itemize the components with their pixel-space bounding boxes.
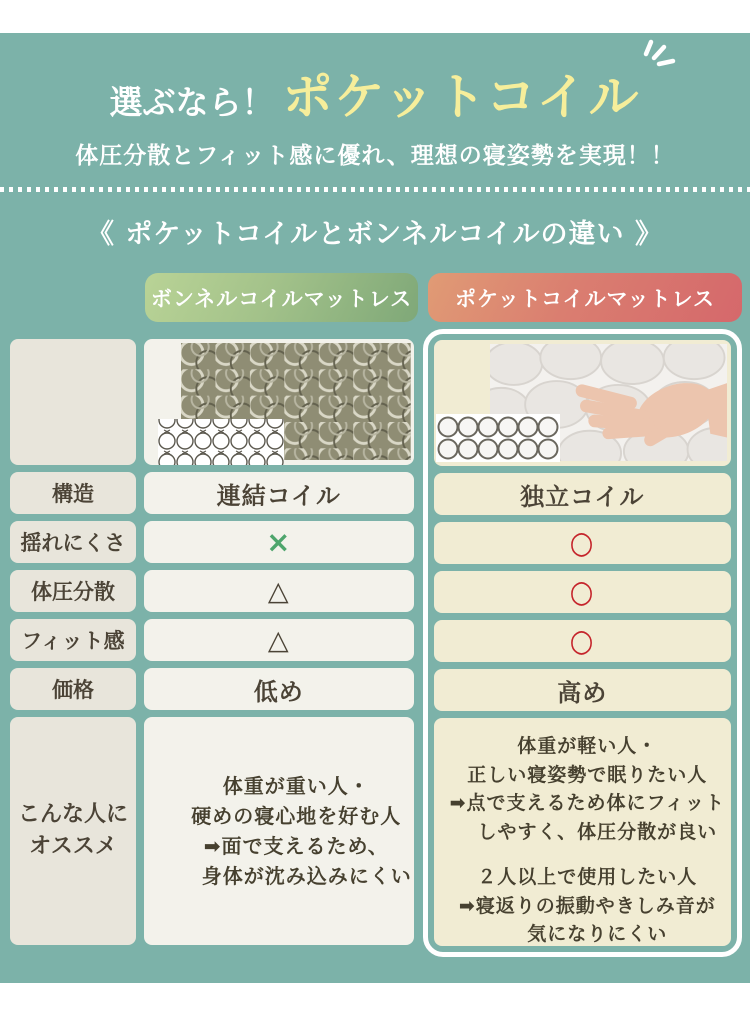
pocket-column <box>434 340 731 946</box>
pocket-recommend-line: 体重が軽い人・ <box>517 735 658 757</box>
bonnel-structure-value: 連結コイル <box>144 472 414 514</box>
connected-coil-diagram-icon <box>158 419 284 465</box>
pocket-structure-value: 独立コイル <box>434 473 731 515</box>
pocket-pressure-mark: ○ <box>569 574 595 610</box>
row-label-recommend <box>10 717 136 945</box>
pocket-recommend-line: しやすく、体圧分散が良い <box>457 820 718 843</box>
bonnel-recommend-text <box>144 717 414 945</box>
row-label-pressure: 体圧分散 <box>10 570 136 612</box>
title-prefix: 選ぶなら！ <box>109 83 275 122</box>
page-title <box>110 57 641 129</box>
pocket-recommend-line: 気になりにくい <box>507 923 668 945</box>
pocket-recommend-line: ➡寝返りの振動やきしみ音が <box>458 894 716 917</box>
bottom-white-strip <box>0 983 750 1012</box>
subtitle: 体圧分散とフィット感に優れ、理想の寝姿勢を実現！！ <box>75 143 675 169</box>
pocket-recommend-line: ➡点で支えるため体にフィット <box>449 792 725 814</box>
row-label-fit: フィット感 <box>10 619 136 661</box>
bonnel-photo-cell <box>144 339 414 465</box>
bonnel-price-value: 低め <box>144 668 414 710</box>
teal-banner <box>0 33 750 983</box>
label-photo-spacer <box>10 339 136 465</box>
recommend-label-line2: オススメ <box>29 834 117 859</box>
pocket-recommend-text <box>434 718 731 946</box>
recommend-label-line1: こんな人に <box>17 802 128 828</box>
row-label-price: 価格 <box>10 668 136 710</box>
section-heading: 《 ポケットコイルとボンネルコイルの違い 》 <box>87 219 663 250</box>
bonnel-stability-mark: × <box>266 525 292 559</box>
comparison-table <box>10 329 742 957</box>
pocket-column-container <box>423 329 742 957</box>
sparkle-icon <box>637 39 677 75</box>
pocket-price-value: 高め <box>434 669 731 711</box>
pocket-recommend-line: ２人以上で使用したい人 <box>477 866 698 888</box>
column-headers <box>145 273 742 322</box>
label-column <box>10 339 136 945</box>
header <box>0 33 750 251</box>
bonnel-recommend-line: 体重が重い人・ <box>222 774 370 798</box>
row-label-structure: 構造 <box>10 472 136 514</box>
bonnel-pressure-mark: △ <box>267 575 290 607</box>
bonnel-recommend-line: ➡面で支えるため、 <box>203 834 389 858</box>
bonnel-recommend-line: 硬めの寝心地を好む人 <box>191 804 402 828</box>
pocket-photo-cell <box>434 340 731 466</box>
bonnel-fit-mark: △ <box>267 624 290 656</box>
pocket-column-header: ポケットコイルマットレス <box>428 273 742 322</box>
title-main: ポケットコイル <box>282 68 641 126</box>
row-label-stability: 揺れにくさ <box>10 521 136 563</box>
bonnel-column <box>144 339 414 945</box>
independent-coil-diagram-icon <box>436 414 560 462</box>
dotted-divider <box>0 187 750 192</box>
bonnel-recommend-line: 身体が沈み込みにくい <box>180 864 412 888</box>
pocket-recommend-line: 正しい寝姿勢で眠りたい人 <box>467 763 708 786</box>
pocket-fit-mark: ○ <box>569 623 595 659</box>
pocket-stability-mark: ○ <box>569 525 595 561</box>
bonnel-column-header: ボンネルコイルマットレス <box>145 273 418 322</box>
